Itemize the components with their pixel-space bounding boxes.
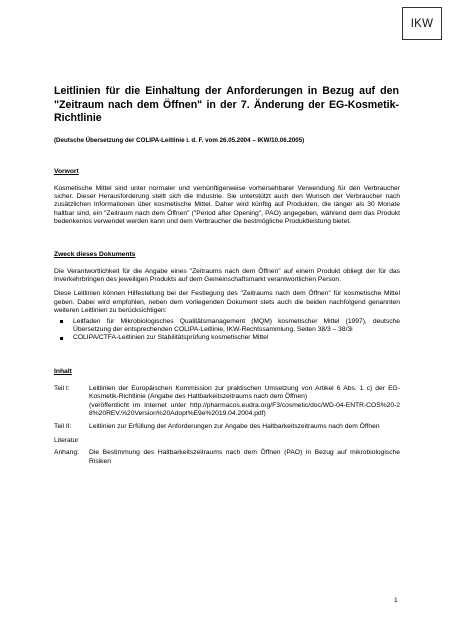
toc-text: Die Bestimmung des Haltbarkeitszeitraums nach dem Öffnen (PAO) in Bezug auf mikrobiologische Risiken	[89, 449, 400, 465]
paragraph-vorwort: Kosmetische Mittel sind unter normaler und vernünftigerweise vorhersehbarer Verwendung für den Verbraucher sicher. Dieser Herausforderung stellt sich die Industrie. Sie unterstützt auch den Wunsch der Verbraucher nach zusätzlichen Informationen über kosmetische Mittel. Daher wird künftig auf Produkten, die länger als 30 Monate haltbar sind, ein "Zeitraum nach dem Öffnen" ("Period after Opening", PAO) angegeben, während dem das Produkt bedenkenlos verwendet werden kann und dem Verbraucher die bestmögliche Produktleistung bietet.	[54, 184, 400, 226]
paragraph-zweck-2: Diese Leitlinien können Hilfestellung bei der Festlegung des "Zeitraums nach dem Öffnen" für kosmetische Mittel geben. Dabei wird empfohlen, neben dem vorliegenden Dokument stets auch die beiden nachfolgend genannten weiteren Leitlinien zu berücksichtigen:	[54, 290, 400, 315]
document-title: Leitlinien für die Einhaltung der Anforderungen in Bezug auf den "Zeitraum nach dem Öffnen" in der 7. Änderung der EG-Kosmetik-Richtlinie	[54, 85, 399, 124]
toc-row-teil-1	[54, 385, 400, 419]
guideline-list	[54, 318, 400, 343]
list-item: COLIPA/CTFA-Leitlinien zur Stabilitätsprüfung kosmetischer Mittel	[54, 334, 400, 342]
bullet-square-icon	[60, 320, 63, 323]
toc-row-teil-2	[54, 423, 400, 431]
toc-row-literatur	[54, 437, 400, 445]
heading-vorwort: Vorwort	[54, 167, 79, 175]
toc-label: Teil I:	[54, 384, 70, 392]
toc-label: Teil II:	[54, 423, 72, 431]
bullet-square-icon	[60, 337, 63, 340]
ikw-logo: IKW	[402, 7, 442, 40]
toc-row-anhang	[54, 449, 400, 466]
section-vorwort	[54, 160, 400, 227]
heading-zweck: Zweck dieses Dokuments	[54, 250, 136, 258]
page-number: 1	[394, 597, 398, 604]
toc-label: Anhang:	[54, 449, 79, 457]
section-zweck	[54, 243, 400, 343]
paragraph-zweck-1: Die Verantwortlichkeit für die Angabe eines "Zeitraums nach dem Öffnen" auf einem Produkt obliegt der für das Inverkehrbringen des jeweiligen Produkts auf dem Gemeinschaftsmarkt verantwortlichen Person.	[54, 267, 400, 283]
section-inhalt	[54, 360, 400, 466]
toc-text: Leitlinien der Europäischen Kommission zur praktischen Umsetzung von Artikel 6 Abs. 1 c) der EG-Kosmetik-Richtlinie (Angabe des Haltbarkeitszeitraums nach dem Öffnen)	[89, 384, 400, 401]
document-subtitle: (Deutsche Übersetzung der COLIPA-Leitlinie i. d. F. vom 26.05.2004 – IKW/10.06.2005)	[54, 136, 305, 144]
document-body	[54, 85, 400, 466]
toc-link-text: (veröffentlicht im Internet unter http://pharmacos.eudra.org/F3/cosmetic/doc/WD-04-ENTR-COS%20-28%20REV.%20Version%20Adopt%E9e%2019.04.2004.pdf)	[89, 401, 400, 417]
toc-text: Leitlinien zur Erfüllung der Anforderungen zur Angabe des Haltbarkeitszeitraums nach dem Öffnen	[89, 423, 380, 431]
heading-inhalt: Inhalt	[54, 367, 72, 375]
list-item: Leitfaden für Mikrobiologisches Qualitätsmanagement (MQM) kosmetischer Mittel (1997), deutsche Übersetzung der entsprechenden COLIPA-Leitlinie, IKW-Rechtssammlung, Seiten 38/3 – 38/3i	[54, 318, 400, 335]
toc-label: Literatur	[54, 436, 79, 444]
